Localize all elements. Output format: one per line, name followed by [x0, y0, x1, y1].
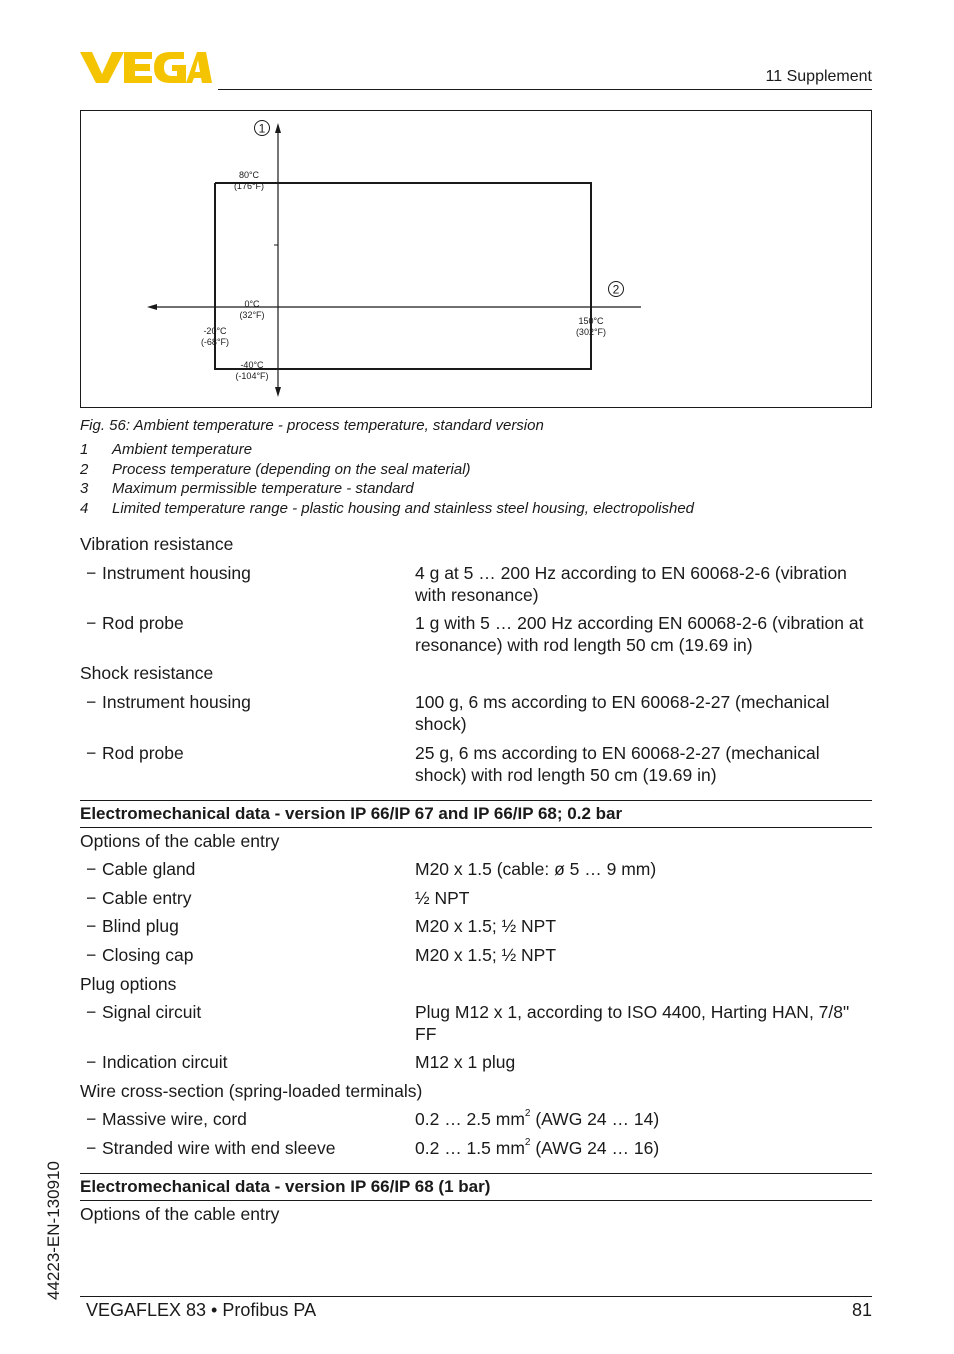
- section-label: 11 Supplement: [765, 68, 872, 85]
- plug-options-title: Plug options: [80, 974, 177, 994]
- dash: −: [86, 743, 97, 763]
- superscript: 2: [524, 1108, 531, 1120]
- value-text: 0.2 … 1.5 mm: [415, 1138, 525, 1158]
- spec-label: [86, 858, 195, 880]
- dash: −: [86, 859, 97, 879]
- spec-label-text: Instrument housing: [102, 563, 251, 583]
- spec-label-text: Massive wire, cord: [102, 1109, 247, 1129]
- spec-label: [86, 612, 184, 634]
- dash: −: [86, 1002, 97, 1022]
- spec-label-text: Stranded wire with end sleeve: [102, 1138, 336, 1158]
- legend-text: Maximum permissible temperature - standard: [112, 480, 414, 497]
- marker-2: 2: [612, 282, 620, 297]
- legend-number: 2: [80, 460, 89, 478]
- spec-label: [86, 1051, 227, 1073]
- spec-label: [86, 562, 251, 584]
- dash: −: [86, 692, 97, 712]
- spec-value: [415, 1108, 875, 1130]
- spec-label: [86, 1137, 335, 1159]
- shock-title: Shock resistance: [80, 663, 214, 683]
- label-m20c: -20°C: [203, 326, 227, 336]
- dash: −: [86, 613, 97, 633]
- figure-caption: Fig. 56: Ambient temperature - process temperature, standard version: [80, 417, 544, 434]
- spec-label: [86, 691, 251, 713]
- page-number: 81: [851, 1300, 872, 1320]
- spec-label-text: Rod probe: [102, 743, 184, 763]
- spec-value: Plug M12 x 1, according to ISO 4400, Harting HAN, 7/8" FF: [415, 1002, 850, 1044]
- permissible-range: [215, 183, 591, 369]
- spec-label-text: Closing cap: [102, 945, 194, 965]
- legend-number: 3: [80, 480, 89, 497]
- vibration-title: Vibration resistance: [80, 534, 234, 554]
- legend-item: [80, 500, 880, 520]
- cable-entry-title: Options of the cable entry: [80, 1204, 280, 1224]
- label-150c: 150°C: [578, 316, 604, 326]
- spec-value: M20 x 1.5; ½ NPT: [415, 916, 557, 936]
- legend-text: Ambient temperature: [112, 441, 253, 458]
- spec-label-text: Cable gland: [102, 859, 196, 879]
- dash: −: [86, 563, 97, 583]
- temperature-diagram: [80, 110, 872, 408]
- section-heading: Electromechanical data - version IP 66/IP 67 and IP 66/IP 68; 0.2 bar: [80, 800, 872, 828]
- spec-label-text: Instrument housing: [102, 692, 251, 712]
- vega-logo: [80, 50, 212, 84]
- spec-label-text: Signal circuit: [102, 1002, 202, 1022]
- label-m40c: -40°C: [240, 360, 264, 370]
- label-80c: 80°C: [238, 170, 260, 180]
- legend-text: Limited temperature range - plastic housing and stainless steel housing, electropolished: [112, 499, 695, 517]
- dash: −: [86, 1138, 97, 1158]
- dash: −: [86, 945, 97, 965]
- wire-cross-section-title: Wire cross-section (spring-loaded terminals): [80, 1081, 423, 1101]
- spec-value: 100 g, 6 ms according to EN 60068-2-27 (mechanical shock): [415, 692, 830, 734]
- spec-value: [415, 1137, 875, 1159]
- label-m68f: (-68°F): [200, 337, 230, 347]
- dash: −: [86, 888, 97, 908]
- spec-label: [86, 915, 179, 937]
- spec-label: [86, 1108, 247, 1130]
- spec-label: [86, 742, 184, 764]
- value-text: (AWG 24 … 14): [530, 1109, 660, 1129]
- spec-label: [86, 944, 193, 966]
- dash: −: [86, 916, 97, 936]
- legend-text: Process temperature (depending on the seal material): [112, 460, 471, 478]
- value-text: (AWG 24 … 16): [530, 1138, 660, 1158]
- spec-value: M20 x 1.5 (cable: ø 5 … 9 mm): [415, 859, 657, 879]
- dash: −: [86, 1109, 97, 1129]
- electromechanical-1bar-specs: [80, 1203, 872, 1229]
- document-id-text: 44223-EN-130910: [44, 1161, 63, 1300]
- temperature-diagram-svg: [81, 111, 873, 409]
- footer-product: VEGAFLEX 83 • Profibus PA: [86, 1300, 317, 1320]
- spec-label: [86, 887, 192, 909]
- spec-value: 4 g at 5 … 200 Hz according to EN 60068-2-6 (vibration with resonance): [415, 563, 847, 605]
- spec-value: ½ NPT: [415, 888, 470, 908]
- spec-label-text: Blind plug: [102, 916, 179, 936]
- spec-value: 25 g, 6 ms according to EN 60068-2-27 (mechanical shock) with rod length 50 cm (19.69 in): [415, 743, 820, 785]
- label-32f: (32°F): [239, 310, 265, 320]
- marker-1: 1: [258, 121, 266, 136]
- legend-item: [80, 461, 880, 481]
- label-302f: (302°F): [575, 327, 607, 337]
- spec-label-text: Cable entry: [102, 888, 192, 908]
- document-id: [44, 1140, 66, 1300]
- legend-item: [80, 441, 880, 461]
- spec-label: [86, 1001, 201, 1023]
- header-rule: [218, 89, 872, 90]
- label-0c: 0°C: [244, 299, 260, 309]
- spec-value: M20 x 1.5; ½ NPT: [415, 945, 557, 965]
- section-heading: Electromechanical data - version IP 66/IP 68 (1 bar): [80, 1173, 872, 1201]
- mechanical-specs: [80, 533, 872, 793]
- figure-legend: [80, 441, 880, 519]
- spec-value: M12 x 1 plug: [415, 1052, 516, 1072]
- spec-label-text: Rod probe: [102, 613, 184, 633]
- legend-item: [80, 480, 880, 500]
- legend-number: 4: [80, 499, 89, 517]
- footer-rule: [80, 1296, 872, 1297]
- value-text: 0.2 … 2.5 mm: [415, 1109, 525, 1129]
- label-m104f: (-104°F): [235, 371, 269, 381]
- legend-number: 1: [80, 441, 89, 458]
- cable-entry-title: Options of the cable entry: [80, 831, 280, 851]
- spec-value: 1 g with 5 … 200 Hz according EN 60068-2-6 (vibration at resonance) with rod length 50 cm (19.69 in): [415, 613, 864, 655]
- dash: −: [86, 1052, 97, 1072]
- superscript: 2: [524, 1137, 531, 1149]
- electromechanical-specs: [80, 830, 872, 1160]
- spec-label-text: Indication circuit: [102, 1052, 228, 1072]
- label-176f: (176°F): [233, 181, 265, 191]
